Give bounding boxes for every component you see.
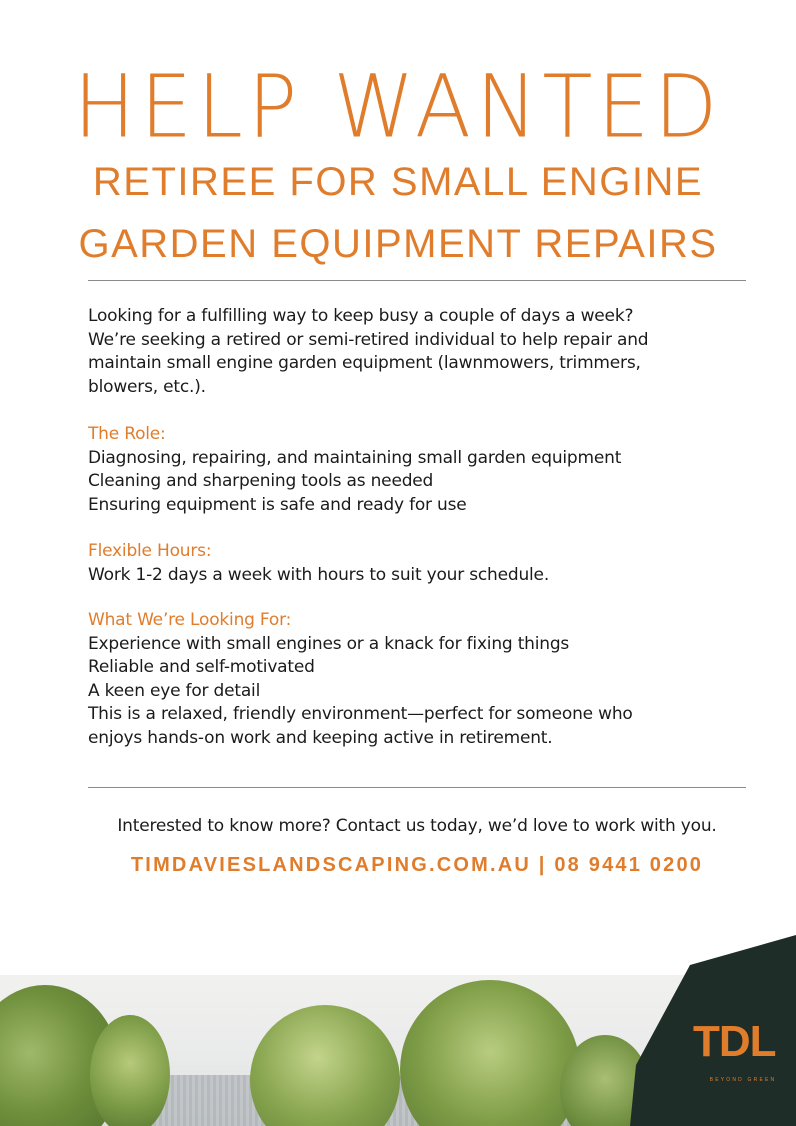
section-line: A keen eye for detail xyxy=(88,680,261,701)
section-line: This is a relaxed, friendly environment—perfect for someone who xyxy=(88,704,633,724)
section-line: Experience with small engines or a knack for fixing things xyxy=(88,633,570,654)
section-looking-for xyxy=(88,609,728,750)
section-role xyxy=(88,423,728,517)
intro-paragraph xyxy=(88,305,728,399)
tdl-logo[interactable]: TDL xyxy=(693,1017,776,1066)
headline: HELP WANTED xyxy=(73,57,723,158)
section-line: Work 1-2 days a week with hours to suit your schedule. xyxy=(88,564,550,585)
intro-line: We’re seeking a retired or semi-retired individual to help repair and xyxy=(88,329,649,350)
subheadline-line-2: GARDEN EQUIPMENT REPAIRS xyxy=(78,222,718,266)
tree-foliage xyxy=(400,980,580,1126)
section-heading: The Role: xyxy=(88,424,166,444)
section-line: Ensuring equipment is safe and ready for use xyxy=(88,494,467,515)
section-hours xyxy=(88,540,728,587)
intro-line: blowers, etc.). xyxy=(88,376,206,397)
section-line: enjoys hands-on work and keeping active in retirement. xyxy=(88,727,553,748)
tree-foliage xyxy=(90,1015,170,1126)
section-heading: Flexible Hours: xyxy=(88,541,212,561)
divider-bottom xyxy=(88,787,746,788)
section-line: Reliable and self-motivated xyxy=(88,657,315,677)
contact-text: Interested to know more? Contact us today, we’d love to work with you. xyxy=(117,816,717,836)
logo-tagline: BEYOND GREEN xyxy=(709,1077,777,1083)
section-line: Cleaning and sharpening tools as needed xyxy=(88,471,434,491)
intro-line: Looking for a fulfilling way to keep busy a couple of days a week? xyxy=(88,306,634,326)
section-line: Diagnosing, repairing, and maintaining small garden equipment xyxy=(88,447,622,468)
subheadline-line-1: RETIREE FOR SMALL ENGINE xyxy=(92,160,704,204)
website-phone-link[interactable]: TIMDAVIESLANDSCAPING.COM.AU | 08 9441 0200 xyxy=(130,854,704,876)
intro-line: maintain small engine garden equipment (lawnmowers, trimmers, xyxy=(88,353,641,373)
section-heading: What We’re Looking For: xyxy=(88,610,292,630)
tree-foliage xyxy=(250,1005,400,1126)
divider-top xyxy=(88,280,746,281)
